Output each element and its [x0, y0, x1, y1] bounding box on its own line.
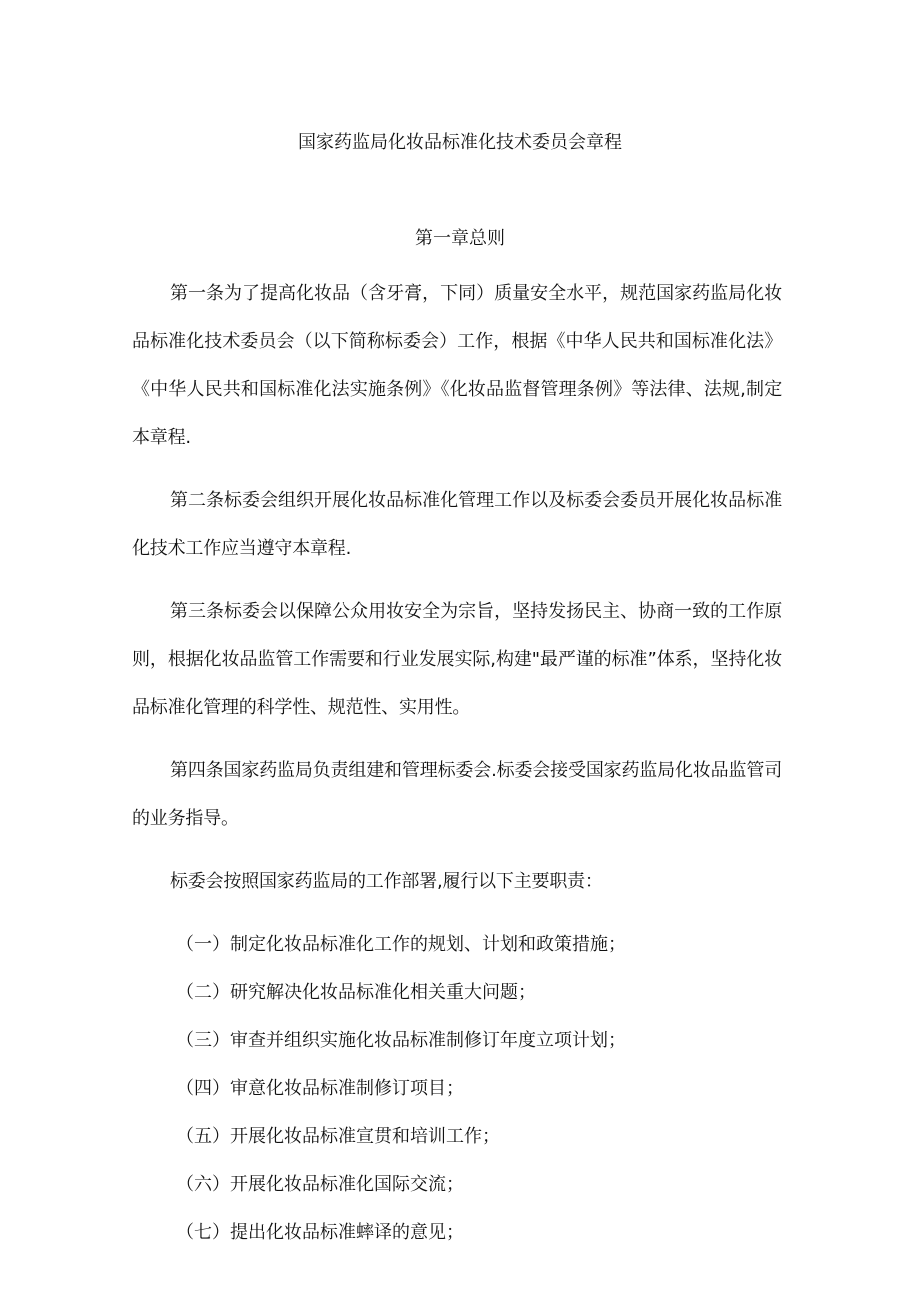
duties-list [132, 921, 782, 1257]
document-title: 国家药监局化妆品标准化技术委员会章程 [298, 132, 622, 153]
chapter-heading: 第一章总则 [415, 228, 505, 249]
duty-item: （三）审查并组织实施化妆品标准制修订年度立项计划； [176, 1030, 626, 1051]
article-4: 第四条国家药监局负责组建和管理标委会.标委会接受国家药监局化妆品监管司的业务指导。 [132, 760, 782, 829]
duty-item: （一）制定化妆品标准化工作的规划、计划和政策措施； [176, 934, 626, 955]
document-body [132, 270, 782, 1257]
duty-item: （四）审意化妆品标准制修订项目； [176, 1078, 464, 1099]
duties-intro: 标委会按照国家药监局的工作部署,履行以下主要职责： [170, 871, 603, 892]
duty-item: （五）开展化妆品标准宣贯和培训工作； [176, 1126, 500, 1147]
article-3: 第三条标委会以保障公众用妆安全为宗旨，坚持发扬民主、协商一致的工作原则，根据化妆品监管工作需要和行业发展实际,构建"最严谨的标准”体系，坚持化妆品标准化管理的科学性、规范性、实用性。 [132, 601, 782, 718]
duty-item: （七）提出化妆品标准蟀译的意见； [176, 1222, 464, 1243]
article-2: 第二条标委会组织开展化妆品标准化管理工作以及标委会委员开展化妆品标准化技术工作应当遵守本章程. [132, 490, 782, 559]
duty-item: （六）开展化妆品标准化国际交流； [176, 1174, 464, 1195]
duty-item: （二）研究解决化妆品标准化相关重大问题； [176, 982, 536, 1003]
article-1: 第一条为了提高化妆品（含牙膏，下同）质量安全水平，规范国家药监局化妆品标准化技术委员会（以下简称标委会）工作，根据《中华人民共和国标准化法》《中华人民共和国标准化法实施条例》《化妆品监督管理条例》等法律、法规,制定本章程. [132, 283, 782, 448]
